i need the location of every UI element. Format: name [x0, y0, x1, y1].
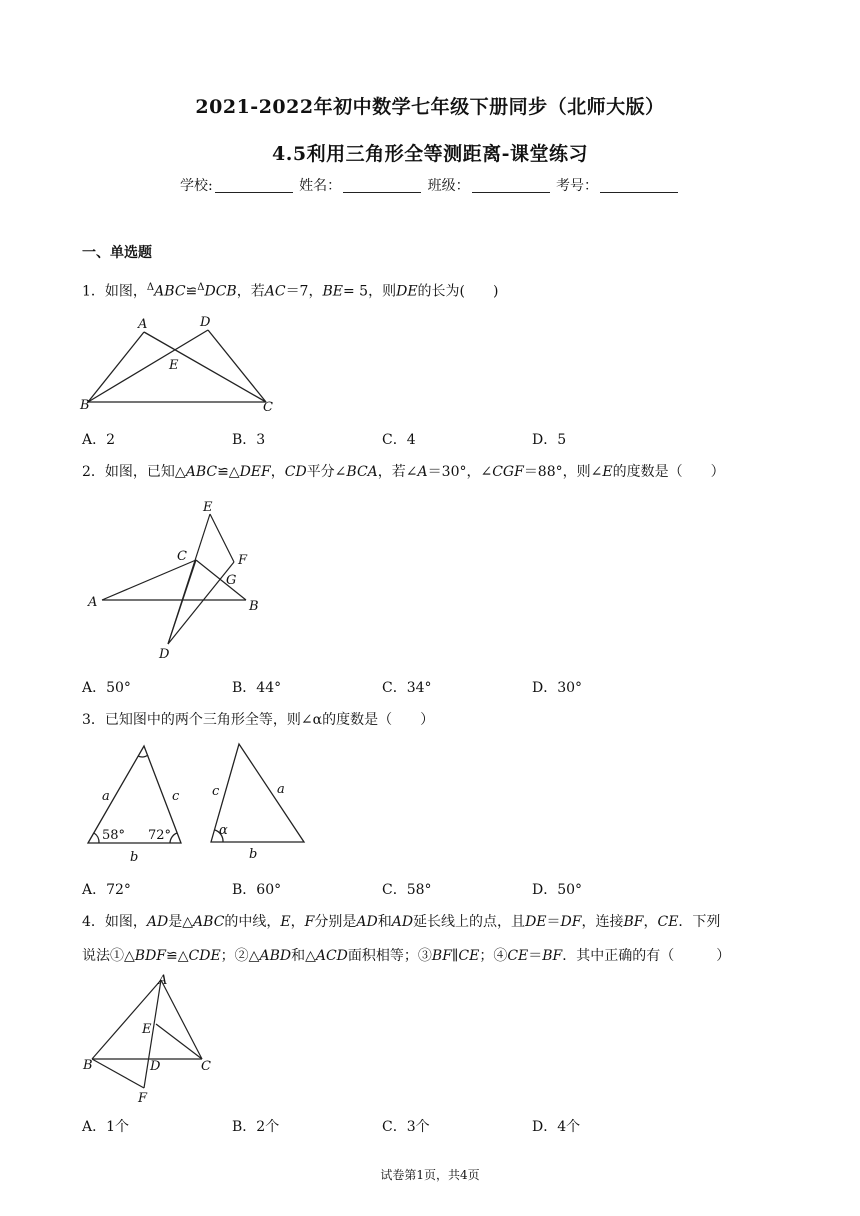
angle-name: BCA: [346, 464, 378, 480]
point-name: E: [280, 914, 291, 930]
segment-name: DE: [525, 914, 547, 930]
question-3-figure-left: [82, 740, 192, 865]
stem-text: 如图，已知△: [104, 464, 186, 480]
segment-name: AC: [264, 283, 286, 300]
figure-label-C: C: [263, 400, 273, 415]
segment-name: BF: [623, 914, 644, 930]
stem-text: 的度数是（ ）: [612, 464, 725, 480]
stem-text: ＝: [528, 948, 543, 964]
question-2-stem: [82, 462, 725, 482]
figure-label-c: c: [172, 789, 180, 804]
figure-label-G: G: [226, 573, 237, 588]
stem-text: ＝7，: [285, 283, 323, 300]
stem-text: 是△: [168, 914, 194, 930]
class-blank: [472, 178, 550, 193]
angle-name: E: [602, 464, 613, 480]
stem-text: ≌△: [217, 464, 240, 480]
segment-name: CE: [507, 948, 529, 964]
stem-text: ，若: [236, 283, 265, 300]
page-footer: 试卷第1页，共4页: [380, 1168, 480, 1182]
question-number: 1．: [82, 283, 105, 300]
triangle-name: ABD: [259, 948, 292, 964]
angle-72-label: 72°: [148, 828, 172, 843]
segment-name: CE: [458, 948, 480, 964]
stem-text: 和: [377, 914, 392, 930]
school-blank: [215, 178, 293, 193]
question-2-option-a[interactable]: A．50°: [82, 680, 131, 696]
page-title-line1: 2021-2022年初中数学七年级下册同步（北师大版）: [195, 96, 665, 118]
segment-name: AD: [146, 914, 169, 930]
figure-label-B: B: [80, 398, 90, 413]
stem-text: = 5，则: [343, 283, 397, 300]
stem-text: 的长为( ): [417, 283, 499, 300]
stem-text: 说法①△: [82, 948, 135, 964]
stem-text: ＝30°，∠: [427, 464, 493, 480]
figure-label-F: F: [138, 1091, 148, 1106]
stem-text: 面积相等；③: [347, 948, 432, 964]
figure-label-F: F: [238, 553, 248, 568]
stem-text: 的中线，: [224, 914, 281, 930]
segment-name: DF: [560, 914, 582, 930]
stem-text: ；②△: [220, 948, 260, 964]
question-1-option-d[interactable]: D．5: [532, 432, 567, 448]
stem-text: ＝: [546, 914, 561, 930]
triangle-name: DCB: [204, 283, 237, 300]
stem-text: ≌△: [166, 948, 189, 964]
stem-text: 平分∠: [306, 464, 347, 480]
school-label: 学校:: [179, 178, 213, 194]
section-title: 一、单选题: [82, 245, 152, 261]
figure-label-b: b: [249, 847, 258, 862]
question-1-option-b[interactable]: B．3: [232, 432, 266, 448]
stem-text: ＝88°，则∠: [523, 464, 603, 480]
question-number: 4．: [82, 914, 105, 930]
triangle-name: DEF: [239, 464, 271, 480]
question-4-option-a[interactable]: A．1个: [82, 1119, 130, 1135]
segment-name: BE: [322, 283, 343, 300]
figure-label-a: a: [102, 789, 110, 804]
stem-text: 和△: [291, 948, 316, 964]
stem-text: ∥: [451, 948, 459, 964]
triangle-name: CDE: [188, 948, 221, 964]
segment-name: BF: [542, 948, 563, 964]
stem-text: 如图，: [104, 283, 147, 300]
point-name: F: [304, 914, 315, 930]
segment-name: BF: [431, 948, 452, 964]
figure-label-A: A: [158, 973, 168, 988]
figure-label-b: b: [130, 850, 139, 865]
question-3-option-c[interactable]: C．58°: [382, 882, 432, 898]
question-4-option-c[interactable]: C．3个: [382, 1119, 430, 1135]
angle-name: A: [417, 464, 428, 480]
segment-name: AD: [391, 914, 414, 930]
question-2-figure: [84, 498, 274, 663]
question-4-option-d[interactable]: D．4个: [532, 1119, 581, 1135]
class-label: 班级：: [427, 178, 470, 194]
stem-text: ；④: [479, 948, 508, 964]
stem-text: ，连接: [581, 914, 624, 930]
figure-label-D: D: [159, 647, 170, 662]
question-3-option-b[interactable]: B．60°: [232, 882, 282, 898]
stem-text: 分别是: [314, 914, 357, 930]
exam-no-label: 考号：: [556, 178, 599, 194]
question-2-option-b[interactable]: B．44°: [232, 680, 282, 696]
triangle-name: ACD: [315, 948, 348, 964]
question-4-figure: [80, 970, 220, 1105]
congruent-symbol: ≌: [185, 283, 198, 300]
figure-label-B: B: [83, 1058, 93, 1073]
stem-text: ，: [290, 914, 305, 930]
figure-label-B: B: [249, 599, 259, 614]
question-3-figure-right: [205, 740, 315, 865]
question-1-option-a[interactable]: A．2: [82, 432, 116, 448]
question-1-option-c[interactable]: C．4: [382, 432, 416, 448]
stem-text: ，: [270, 464, 285, 480]
question-1-figure: [80, 312, 280, 417]
angle-58-label: 58°: [102, 828, 126, 843]
triangle-name: ABC: [193, 914, 225, 930]
triangle-name: ABC: [185, 464, 218, 480]
question-4-option-b[interactable]: B．2个: [232, 1119, 280, 1135]
question-3-option-a[interactable]: A．72°: [82, 882, 131, 898]
page-title-line2: 4.5利用三角形全等测距离-课堂练习: [272, 143, 588, 165]
figure-label-C: C: [177, 549, 187, 564]
name-blank: [343, 178, 421, 193]
figure-label-D: D: [200, 315, 211, 330]
triangle-name: ABC: [154, 283, 186, 300]
question-number: 2．: [82, 464, 105, 480]
stem-text: 延长线上的点，且: [413, 914, 526, 930]
segment-name: AD: [356, 914, 378, 930]
figure-label-C: C: [201, 1059, 211, 1074]
angle-name: CGF: [492, 464, 524, 480]
student-info-line: [0, 175, 860, 195]
stem-text: ．其中正确的有（ ）: [562, 948, 731, 964]
question-4-stem-line2: [82, 946, 730, 966]
segment-name: CD: [284, 464, 307, 480]
name-label: 姓名：: [299, 178, 342, 194]
figure-label-E: E: [142, 1022, 152, 1037]
stem-text: 如图，: [104, 914, 147, 930]
exam-no-blank: [600, 178, 678, 193]
figure-label-c: c: [212, 784, 220, 799]
triangle-name: BDF: [134, 948, 167, 964]
question-3-stem: [82, 710, 434, 730]
question-3-option-d[interactable]: D．50°: [532, 882, 583, 898]
figure-label-a: a: [277, 782, 285, 797]
figure-label-E: E: [203, 500, 213, 515]
question-2-option-c[interactable]: C．34°: [382, 680, 432, 696]
question-4-stem-line1: [82, 912, 720, 932]
figure-label-A: A: [138, 317, 148, 332]
stem-text: ．下列: [678, 914, 721, 930]
segment-name: CE: [657, 914, 679, 930]
stem-text: ，若∠: [377, 464, 418, 480]
figure-label-D: D: [150, 1059, 161, 1074]
figure-label-E: E: [169, 358, 179, 373]
figure-label-A: A: [88, 595, 98, 610]
question-2-option-d[interactable]: D．30°: [532, 680, 583, 696]
figure-label-alpha: α: [219, 823, 228, 838]
question-number: 3．: [82, 712, 105, 728]
stem-text: 已知图中的两个三角形全等，则∠α的度数是（ ）: [104, 712, 435, 728]
segment-name: DE: [396, 283, 418, 300]
question-1-stem: 1．如图，$^\Delta$ABC≌$^\Delta$DCB，若AC＝7，BE= 5，则DE的长为( ): [82, 282, 499, 300]
stem-text: ，: [643, 914, 658, 930]
